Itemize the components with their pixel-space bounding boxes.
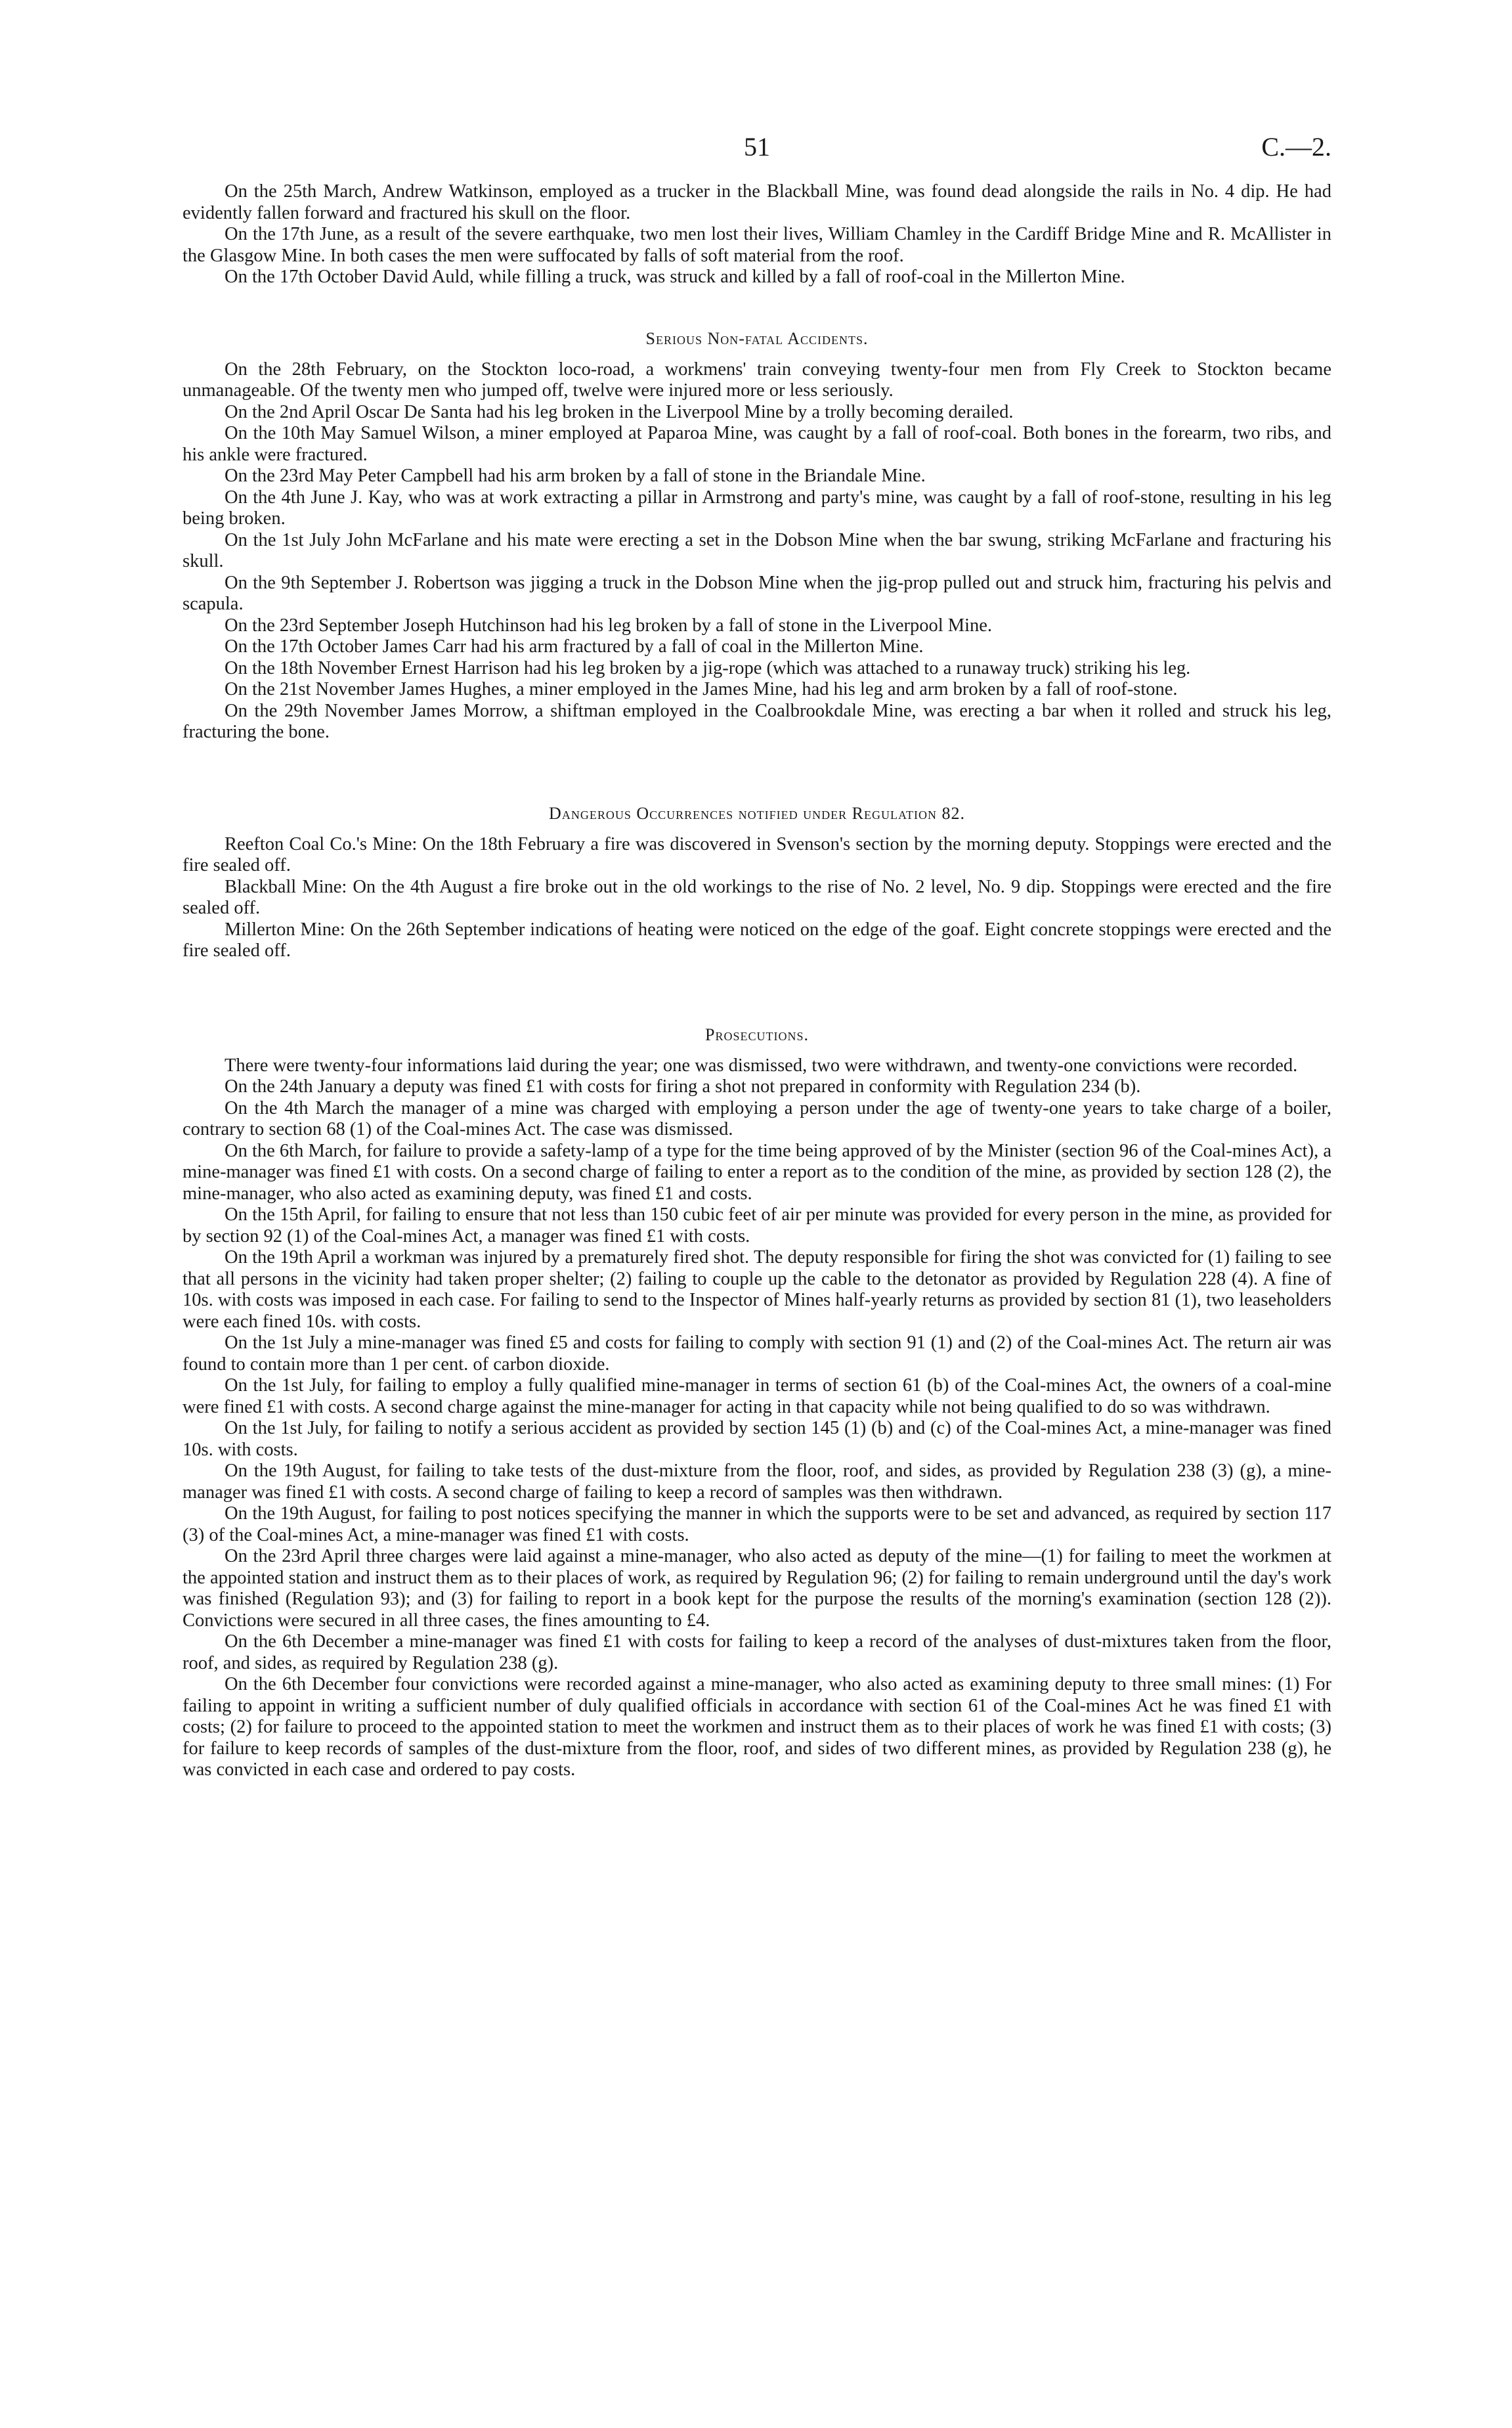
- paragraph: On the 17th October David Auld, while filling a truck, was struck and killed by a fall of roof-coal in the Millerton Mine.: [225, 267, 1125, 287]
- page-number: 51: [744, 132, 770, 162]
- serious-non-fatal-section: [183, 329, 1331, 743]
- paragraph: On the 1st July a mine-manager was fined £5 and costs for failing to comply with section 91 (1) and (2) of the Coal-mines Act. The return air was found to contain more than 1 per cent. of carbon dioxide.: [183, 1333, 1331, 1375]
- paragraph: On the 24th January a deputy was fined £1 with costs for firing a shot not prepared in conformity with Regulation 234 (b).: [225, 1076, 1141, 1097]
- paragraph: On the 25th March, Andrew Watkinson, employed as a trucker in the Blackball Mine, was found dead alongside the rails in No. 4 dip. He had evidently fallen forward and fractured his skull on the floor.: [183, 181, 1331, 223]
- paragraph: On the 4th June J. Kay, who was at work extracting a pillar in Armstrong and party's mine, was caught by a fall of roof-stone, resulting in his leg being broken.: [183, 487, 1331, 529]
- section-heading-serious-accidents: Serious Non-fatal Accidents.: [645, 328, 869, 348]
- paragraph: Millerton Mine: On the 26th September indications of heating were noticed on the edge of the goaf. Eight concrete stoppings were erected and the fire sealed off.: [183, 919, 1331, 961]
- paragraph: On the 1st July, for failing to notify a serious accident as provided by section 145 (1) (b) and (c) of the Coal-mines Act, a mine-manager was fined 10s. with costs.: [183, 1418, 1331, 1460]
- paragraph: Reefton Coal Co.'s Mine: On the 18th February a fire was discovered in Svenson's section by the morning deputy. Stoppings were erected and the fire sealed off.: [183, 833, 1331, 875]
- paragraph: On the 9th September J. Robertson was jigging a truck in the Dobson Mine when the jig-prop pulled out and struck him, fracturing his pelvis and scapula.: [183, 572, 1331, 614]
- paragraph: On the 23rd April three charges were laid against a mine-manager, who also acted as deputy of the mine—(1) for failing to meet the workmen at the appointed station and instruct them as to their places of work, as required by Regulation 96; (2) for failing to remain underground until the day's work was finished (Regulation 93); and (3) for failing to report in a book kept for the purpose the results of the morning's examination (section 128 (2)). Convictions were secured in all three cases, the fines amounting to £4.: [183, 1546, 1331, 1631]
- paragraph: On the 6th December a mine-manager was fined £1 with costs for failing to keep a record of the analyses of dust-mixtures taken from the floor, roof, and sides, as required by Regulation 238 (g).: [183, 1631, 1331, 1673]
- section-heading-prosecutions: Prosecutions.: [705, 1025, 809, 1044]
- paragraph: On the 17th October James Carr had his arm fractured by a fall of coal in the Millerton Mine.: [225, 636, 924, 657]
- paragraph: On the 10th May Samuel Wilson, a miner employed at Paparoa Mine, was caught by a fall of roof-coal. Both bones in the forearm, two ribs, and his ankle were fractured.: [183, 423, 1331, 465]
- dangerous-occurrences-section: [183, 804, 1331, 962]
- paragraph: On the 18th November Ernest Harrison had his leg broken by a jig-rope (which was attached to a runaway truck) striking his leg.: [225, 657, 1191, 678]
- document-page: [183, 131, 1331, 1781]
- page-reference: C.—2.: [1261, 132, 1331, 162]
- paragraph: On the 23rd September Joseph Hutchinson had his leg broken by a fall of stone in the Liverpool Mine.: [225, 615, 993, 636]
- prosecutions-section: [183, 1025, 1331, 1781]
- paragraph: There were twenty-four informations laid during the year; one was dismissed, two were withdrawn, and twenty-one convictions were recorded.: [225, 1055, 1298, 1076]
- paragraph: On the 15th April, for failing to ensure that not less than 150 cubic feet of air per minute was provided for every person in the mine, as provided for by section 92 (1) of the Coal-mines Act, a manager was fined £1 with costs.: [183, 1204, 1331, 1247]
- paragraph: On the 1st July John McFarlane and his mate were erecting a set in the Dobson Mine when the bar swung, striking McFarlane and fracturing his skull.: [183, 529, 1331, 571]
- fatal-accidents-section: [183, 181, 1331, 288]
- paragraph: Blackball Mine: On the 4th August a fire broke out in the old workings to the rise of No. 2 level, No. 9 dip. Stoppings were erected and the fire sealed off.: [183, 876, 1331, 918]
- paragraph: On the 6th March, for failure to provide a safety-lamp of a type for the time being approved of by the Minister (section 96 of the Coal-mines Act), a mine-manager was fined £1 with costs. On a second charge of failing to enter a report as to the condition of the mine, as provided by section 128 (2), the mine-manager, who also acted as examining deputy, was fined £1 and costs.: [183, 1140, 1331, 1204]
- paragraph: On the 21st November James Hughes, a miner employed in the James Mine, had his leg and arm broken by a fall of roof-stone.: [225, 679, 1178, 699]
- paragraph: On the 19th August, for failing to post notices specifying the manner in which the supports were to be set and advanced, as required by section 117 (3) of the Coal-mines Act, a mine-manager was fined £1 with costs.: [183, 1503, 1331, 1545]
- page-header: [183, 131, 1331, 177]
- paragraph: On the 19th August, for failing to take tests of the dust-mixture from the floor, roof, and sides, as provided by Regulation 238 (3) (g), a mine-manager was fined £1 with costs. A second charge of failing to keep a record of samples was then withdrawn.: [183, 1461, 1331, 1503]
- paragraph: On the 23rd May Peter Campbell had his arm broken by a fall of stone in the Briandale Mine.: [225, 466, 926, 486]
- section-heading-dangerous-occurrences: Dangerous Occurrences notified under Regulation 82.: [549, 803, 965, 823]
- paragraph: On the 1st July, for failing to employ a fully qualified mine-manager in terms of section 61 (b) of the Coal-mines Act, the owners of a coal-mine were fined £1 with costs. A second charge against the mine-manager for acting in that capacity while not being qualified to do so was withdrawn.: [183, 1375, 1331, 1417]
- paragraph: On the 4th March the manager of a mine was charged with employing a person under the age of twenty-one years to take charge of a boiler, contrary to section 68 (1) of the Coal-mines Act. The case was dismissed.: [183, 1097, 1331, 1139]
- paragraph: On the 28th February, on the Stockton loco-road, a workmens' train conveying twenty-four men from Fly Creek to Stockton became unmanageable. Of the twenty men who jumped off, twelve were injured more or less seriously.: [183, 359, 1331, 401]
- paragraph: On the 19th April a workman was injured by a prematurely fired shot. The deputy responsible for firing the shot was convicted for (1) failing to see that all persons in the vicinity had taken proper shelter; (2) failing to couple up the cable to the detonator as provided by Regulation 228 (4). A fine of 10s. with costs was imposed in each case. For failing to send to the Inspector of Mines half-yearly returns as provided by section 81 (1), two leaseholders were each fined 10s. with costs.: [183, 1247, 1331, 1332]
- paragraph: On the 29th November James Morrow, a shiftman employed in the Coalbrookdale Mine, was erecting a bar when it rolled and struck his leg, fracturing the bone.: [183, 700, 1331, 742]
- paragraph: On the 6th December four convictions were recorded against a mine-manager, who also acted as examining deputy to three small mines: (1) For failing to appoint in writing a sufficient number of duly qualified officials in accordance with section 61 of the Coal-mines Act he was fined £1 with costs; (2) for failure to proceed to the appointed station to meet the workmen and instruct them as to their places of work he was fined £1 with costs; (3) for failure to keep records of samples of the dust-mixture from the floor, roof, and sides of two different mines, as provided by Regulation 238 (g), he was convicted in each case and ordered to pay costs.: [183, 1674, 1331, 1780]
- paragraph: On the 17th June, as a result of the severe earthquake, two men lost their lives, William Chamley in the Cardiff Bridge Mine and R. McAllister in the Glasgow Mine. In both cases the men were suffocated by falls of soft material from the roof.: [183, 224, 1331, 266]
- paragraph: On the 2nd April Oscar De Santa had his leg broken in the Liverpool Mine by a trolly becoming derailed.: [225, 401, 1014, 422]
